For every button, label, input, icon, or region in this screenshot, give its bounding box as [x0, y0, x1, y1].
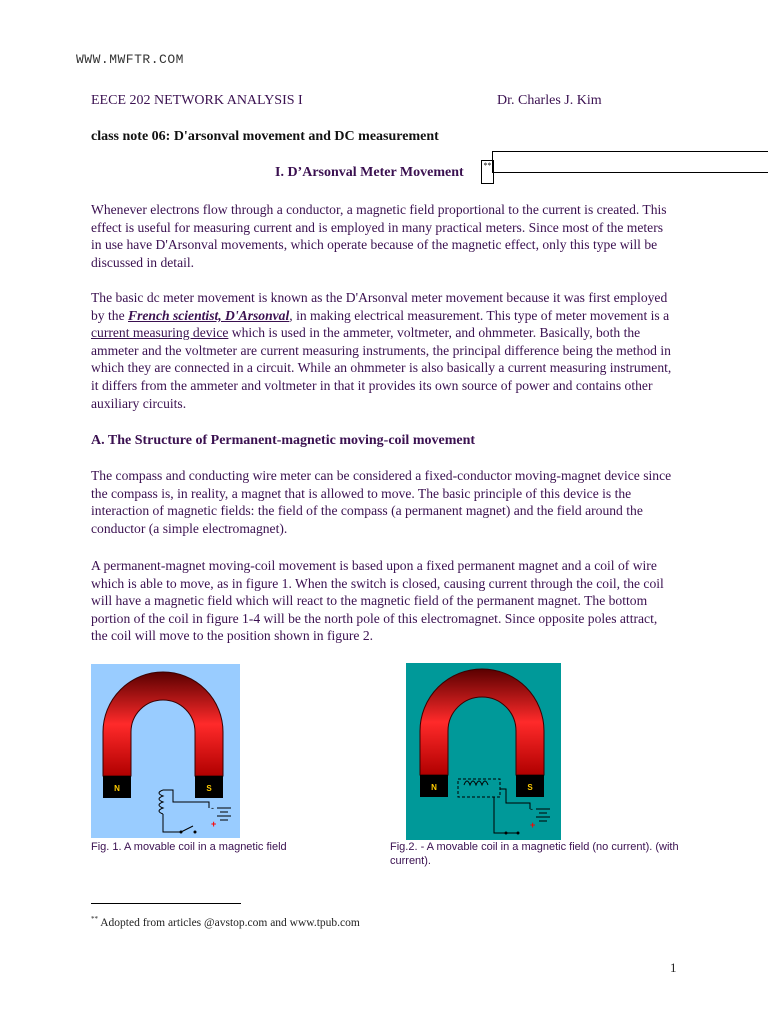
figure-2-caption: Fig.2. - A movable coil in a magnetic field (no current). (with current).: [390, 841, 679, 867]
paragraph-basic-dc-movement: [91, 289, 675, 412]
para2-text-2: , in making electrical measurement. This type of meter movement is a: [289, 307, 670, 323]
class-note-title: class note 06: D'arsonval movement and DC measurement: [91, 129, 439, 144]
underlined-current-measuring-device: current measuring device: [91, 325, 229, 341]
emphasis-french-scientist: French scientist, D'Arsonval: [128, 307, 290, 323]
north-pole-label: N: [431, 783, 437, 792]
battery-minus-label: -: [530, 804, 533, 814]
footnote-reference-box: **: [481, 160, 494, 184]
annotation-box-top: [492, 151, 768, 152]
watermark-url: WWW.MWFTR.COM: [76, 52, 184, 67]
para2-text-1: The basic dc meter movement is known as the D'Arsonval meter movement because it was first employed by the: [91, 290, 668, 323]
annotation-connector: [492, 172, 768, 173]
battery-minus-label: -: [211, 803, 214, 813]
figure-2-image: [406, 663, 561, 840]
north-pole-label: N: [114, 784, 120, 793]
para2-text-3: which is used in the ammeter, voltmeter, and ohmmeter. Basically, both the ammeter and the voltmeter are current measuring instruments, the principal difference being the method in which they are connected in a circuit. While an ohmmeter is also basically a current measuring instrument, it differs from the ammeter and voltmeter in that it provides its own source of power and contains other auxiliary circuits.: [91, 325, 672, 411]
page-number: 1: [670, 960, 677, 975]
paragraph-intro: Whenever electrons flow through a conductor, a magnetic field proportional to the current is created. This effect is useful for measuring current and is employed in many practical meters. Since most of the meters in use have D'Arsonval movements, which operate because of the magnetic effect, only this type will be discussed in detail.: [91, 202, 667, 270]
figure-1-image: [91, 664, 240, 838]
footnote-mark: **: [91, 915, 98, 923]
footnote-separator: [91, 903, 241, 904]
figure-1-caption: Fig. 1. A movable coil in a magnetic field: [91, 841, 287, 853]
battery-plus-label: +: [211, 819, 217, 829]
footnote-text: [91, 915, 360, 929]
paragraph-moving-coil: A permanent-magnet moving-coil movement is based upon a fixed permanent magnet and a coil of wire which is able to move, as in figure 1. When the switch is closed, causing current through the coil, the coil will have a magnetic field which will react to the magnetic field of the permanent magnet. The bottom portion of the coil in figure 1-4 will be the north pole of this electromagnet. Since opposite poles attract, the coil will move to the position shown in figure 2.: [91, 558, 664, 644]
footnote-body: Adopted from articles @avstop.com and www.tpub.com: [98, 916, 360, 929]
section-heading-darsonval: I. D’Arsonval Meter Movement: [275, 165, 464, 180]
paragraph-compass: The compass and conducting wire meter can be considered a fixed-conductor moving-magnet device since the compass is, in reality, a magnet that is allowed to move. The basic principle of this device is the interaction of magnetic fields: the field of the compass (a permanent magnet) and the field around the conductor (a simple electromagnet).: [91, 468, 672, 536]
south-pole-label: S: [527, 783, 533, 792]
battery-plus-label: +: [530, 820, 536, 830]
course-title: EECE 202 NETWORK ANALYSIS I: [91, 93, 303, 108]
annotation-box-left: [492, 151, 493, 173]
author-name: Dr. Charles J. Kim: [497, 93, 602, 108]
south-pole-label: S: [206, 784, 212, 793]
section-heading-structure: A. The Structure of Permanent-magnetic moving-coil movement: [91, 433, 476, 448]
